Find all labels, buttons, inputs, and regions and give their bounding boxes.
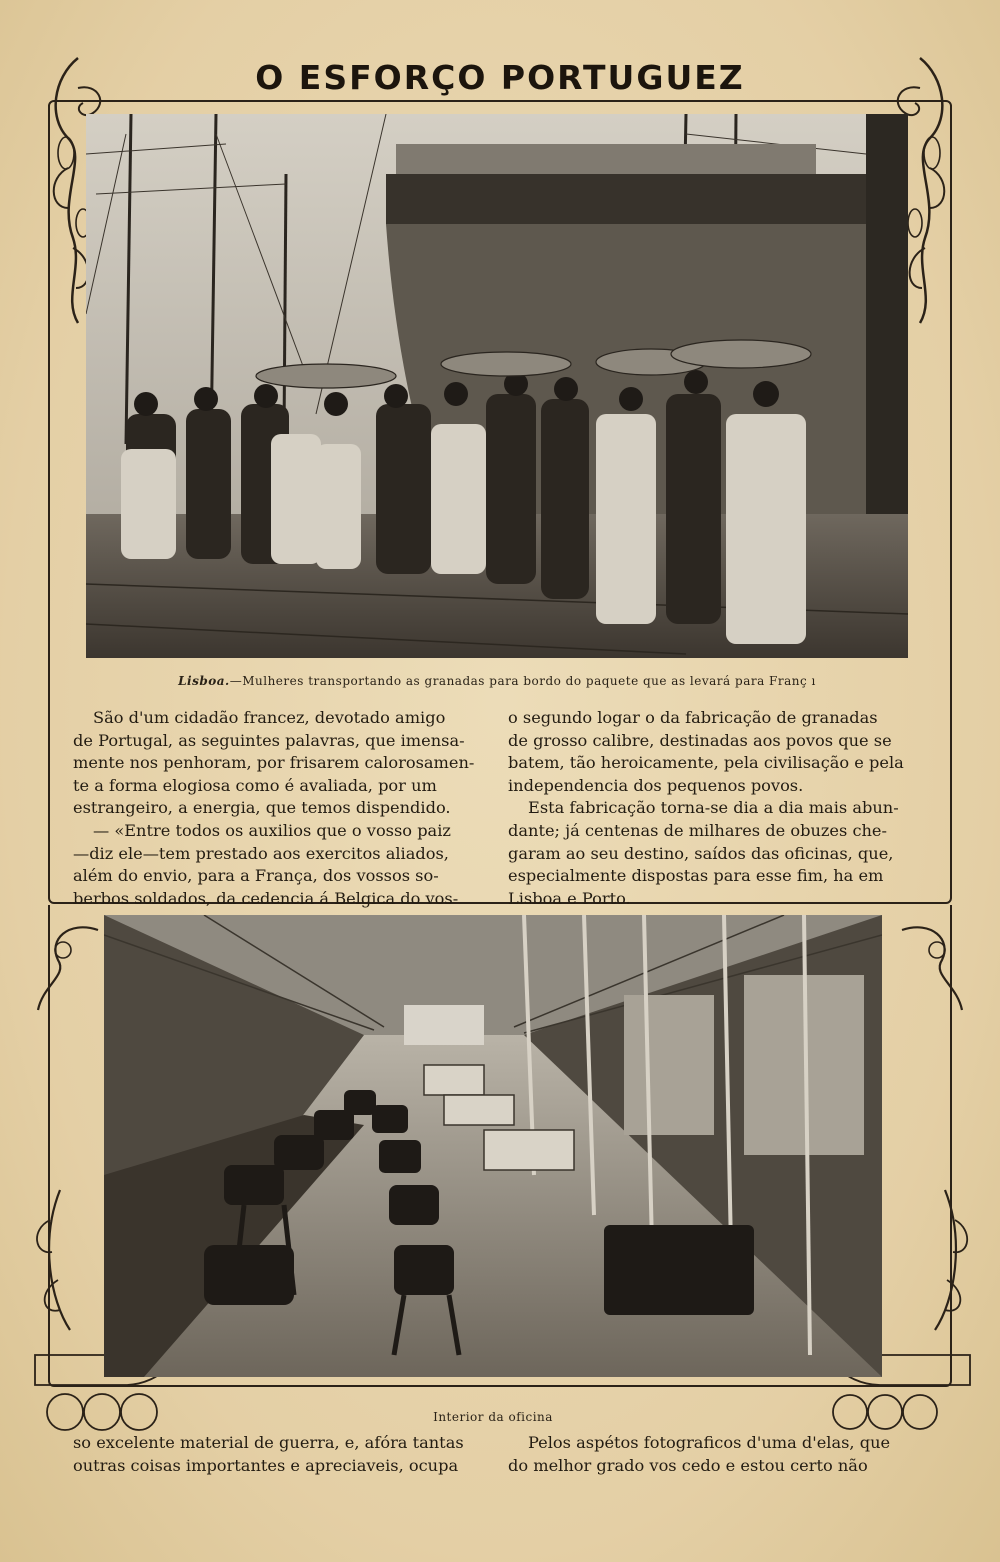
ornament-mid-left-icon — [28, 920, 108, 1030]
text-line: o segundo logar o da fabricação de granadas — [508, 708, 878, 727]
column-left-top — [73, 707, 479, 910]
caption-place: Lisboa. — [178, 674, 230, 688]
text-line: de grosso calibre, destinadas aos povos que se — [508, 730, 892, 750]
text-line: berbos soldados, da cedencia á Belgica do vos- — [73, 888, 459, 908]
photo-workshop — [104, 915, 882, 1377]
text-line: outras coisas importantes e apreciaveis, ocupa — [73, 1455, 459, 1475]
text-line: estrangeiro, a energia, que temos dispendido. — [73, 798, 451, 818]
column-left-bottom — [73, 1432, 479, 1477]
text-line: batem, tão heroicamente, pela civilisação e pela — [508, 753, 904, 773]
text-line: mente nos penhoram, por frisarem calorosamen- — [73, 753, 475, 773]
caption-text: —Mulheres transportando as granadas para bordo do paquete que as levará para Franç ı — [229, 674, 816, 688]
text-line: São d'um cidadão francez, devotado amigo — [93, 708, 446, 727]
text-line: Esta fabricação torna-se dia a dia mais abun- — [528, 798, 899, 818]
column-right-top — [508, 707, 912, 910]
text-line: — «Entre todos os auxilios que o vosso paiz — [93, 820, 451, 840]
text-line: de Portugal, as seguintes palavras, que imensa- — [73, 730, 465, 750]
photo-harbour-caption — [86, 674, 908, 688]
text-line: te a forma elogiosa como é avaliada, por um — [73, 775, 437, 795]
text-line: so excelente material de guerra, e, afóra tantas — [73, 1433, 464, 1452]
text-line: do melhor grado vos cedo e estou certo não — [508, 1455, 868, 1475]
page-title: O ESFORÇO PORTUGUEZ — [255, 58, 745, 97]
text-line: Pelos aspétos fotograficos d'uma d'elas, que — [528, 1433, 891, 1452]
text-line: Lisboa e Porto. — [508, 888, 631, 908]
photo-workshop-caption: Interior da oficina — [433, 1410, 553, 1424]
ornament-mid-right-icon — [892, 920, 972, 1030]
text-line: especialmente dispostas para esse fim, ha em — [508, 866, 884, 886]
text-line: dante; já centenas de milhares de obuzes che- — [508, 820, 887, 840]
text-line: além do envio, para a França, dos vossos so- — [73, 866, 439, 886]
text-line: —diz ele—tem prestado aos exercitos aliados, — [73, 843, 449, 863]
text-line: independencia dos pequenos povos. — [508, 775, 804, 795]
text-line: garam ao seu destino, saídos das oficinas, que, — [508, 843, 894, 863]
photo-harbour — [86, 114, 908, 658]
column-right-bottom — [508, 1432, 912, 1477]
